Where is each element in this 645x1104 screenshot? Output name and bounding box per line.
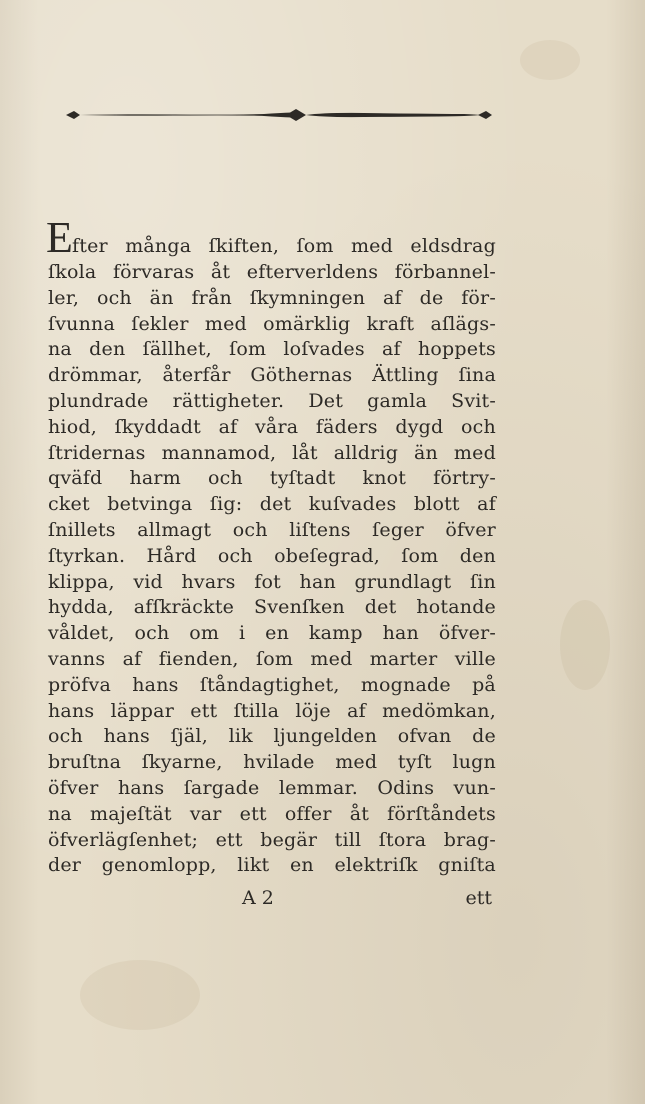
word: ett <box>239 802 267 825</box>
word: förbannel- <box>394 261 496 283</box>
word: tyſt <box>397 751 432 774</box>
word: återfår <box>162 364 231 387</box>
word: kraft <box>366 312 415 335</box>
word: ſtridernas <box>48 441 146 464</box>
text-line <box>48 699 496 725</box>
word: till <box>334 828 362 851</box>
word: ſtilla <box>233 699 280 722</box>
text-line <box>48 466 496 492</box>
word: Ättling <box>372 364 439 387</box>
word: våldet, <box>48 622 115 645</box>
text-line <box>46 213 496 262</box>
text-line <box>48 570 496 596</box>
word: de <box>419 286 444 309</box>
word: af <box>122 647 142 670</box>
word: och <box>217 544 253 567</box>
word: Odins <box>377 776 435 799</box>
word: vun- <box>453 776 496 799</box>
word: Göthernas <box>250 364 353 387</box>
word: hoppets <box>417 338 496 361</box>
word: ſkola <box>48 261 97 283</box>
word: ſig: <box>209 493 243 516</box>
word: hvars <box>181 570 236 593</box>
word: öfver <box>445 518 496 541</box>
word: öfverlägſenhet; <box>48 828 199 851</box>
paper-stain <box>560 600 610 690</box>
word: och <box>134 622 170 645</box>
text-line <box>48 286 496 312</box>
word: hans <box>48 699 95 722</box>
word: begär <box>260 828 318 851</box>
text-line <box>48 750 496 776</box>
word: betvinga <box>107 493 193 516</box>
text-line <box>48 415 496 441</box>
word: dygd <box>395 415 444 438</box>
word: medömkan, <box>382 699 496 722</box>
word: låt <box>292 441 318 464</box>
word: förtry- <box>433 467 496 490</box>
word: med <box>310 647 353 670</box>
word: hvilade <box>243 751 315 774</box>
text-line <box>48 724 496 750</box>
text-line <box>48 312 496 338</box>
word: af <box>381 338 401 361</box>
word: lemmar. <box>278 776 358 799</box>
word: med <box>204 312 247 335</box>
drop-cap: E <box>46 213 74 262</box>
word: ett <box>190 699 218 722</box>
word: ſkiften, <box>208 235 280 258</box>
text-lines <box>48 260 496 879</box>
word: af <box>383 286 402 309</box>
text-line <box>48 492 496 518</box>
word: tyſtadt <box>269 467 336 490</box>
word: aſlägs- <box>430 312 496 335</box>
text-line <box>48 363 496 389</box>
word: förvaras <box>112 261 195 283</box>
word: elektriſk <box>334 854 418 877</box>
word: afſkräckte <box>133 596 235 619</box>
word: fäders <box>315 415 378 438</box>
word: ſargade <box>183 776 260 799</box>
word: ljungelden <box>273 725 378 748</box>
word: ſom <box>401 544 439 567</box>
word: lik <box>228 725 253 748</box>
text-line <box>48 802 496 828</box>
word: många <box>125 235 192 258</box>
word: kamp <box>308 622 363 645</box>
word: vanns <box>48 647 106 670</box>
word: öfver- <box>438 622 496 645</box>
word: omärklig <box>263 312 351 335</box>
word: för- <box>461 286 496 309</box>
page-footer <box>48 887 496 913</box>
word: ſkyddadt <box>114 415 201 438</box>
word: ſjäl, <box>170 725 208 748</box>
word: ſkyarne, <box>141 751 223 774</box>
word: var <box>189 802 222 825</box>
word: vid <box>133 570 163 593</box>
word: ſom <box>229 338 267 361</box>
text-line <box>48 441 496 467</box>
word: ett <box>215 828 243 851</box>
word: ville <box>454 647 496 670</box>
word: läppar <box>110 699 174 722</box>
word: en <box>289 854 314 877</box>
word: brag- <box>443 828 496 851</box>
word: han <box>299 570 336 593</box>
word: de <box>472 725 496 748</box>
paper-stain <box>80 960 200 1030</box>
word: grundlagt <box>354 570 452 593</box>
word: löje <box>295 699 331 722</box>
word: pröfva <box>48 673 111 696</box>
word: ſtyrkan. <box>48 544 126 567</box>
word: och <box>48 725 83 748</box>
word: förſtåndets <box>387 802 496 825</box>
word: den <box>459 544 496 567</box>
word: qväfd <box>48 467 103 490</box>
word: efterverldens <box>246 261 379 283</box>
word: åt <box>349 802 370 825</box>
word: mognade <box>360 673 451 696</box>
word: ſällhet, <box>142 338 212 361</box>
word: af <box>347 699 366 722</box>
body-text <box>46 213 496 879</box>
word: från <box>191 286 232 309</box>
word: af <box>218 415 238 438</box>
word: knot <box>362 467 407 490</box>
word: harm <box>129 467 181 490</box>
word: likt <box>237 854 270 877</box>
word: och <box>96 286 132 309</box>
word: om <box>189 622 220 645</box>
word: han <box>382 622 419 645</box>
word: på <box>472 673 496 696</box>
word: hans <box>117 776 165 799</box>
word: eldsdrag <box>410 235 496 258</box>
paper-stain <box>520 40 580 80</box>
word: ſekler <box>131 312 189 335</box>
word: det <box>364 596 397 619</box>
text-line <box>48 621 496 647</box>
text-line <box>48 595 496 621</box>
signature-mark: A 2 <box>242 887 274 909</box>
word: hotande <box>416 596 496 619</box>
word: våra <box>255 415 299 438</box>
word: än <box>414 441 438 464</box>
word: obeſegrad, <box>274 544 380 567</box>
word: na <box>48 338 72 361</box>
word: loſvades <box>283 338 365 361</box>
word: ſina <box>458 364 496 387</box>
word: ſnillets <box>48 518 116 541</box>
word: Det <box>308 389 344 412</box>
word: mannamod, <box>161 441 277 464</box>
word: ofvan <box>397 725 452 748</box>
word: gniſta <box>438 854 496 877</box>
word: hydda, <box>48 596 114 619</box>
word: majeſtät <box>90 802 172 825</box>
word: af <box>477 493 496 516</box>
word: der <box>48 854 82 877</box>
word: hiod, <box>48 415 97 438</box>
word: ler, <box>48 286 80 309</box>
text-line <box>48 828 496 854</box>
text-line <box>48 544 496 570</box>
word: hans <box>103 725 150 748</box>
word: rättigheter. <box>172 389 285 412</box>
word: ſin <box>469 570 496 593</box>
word: klippa, <box>48 570 115 593</box>
word: och <box>461 415 496 438</box>
word: ſkymningen <box>249 286 366 309</box>
word: åt <box>210 261 231 283</box>
word: fot <box>254 570 281 593</box>
text-line <box>48 260 496 286</box>
word: ſvunna <box>48 312 116 335</box>
word: än <box>149 286 174 309</box>
word: offer <box>284 802 332 825</box>
word: plundrade <box>48 389 149 412</box>
text-line <box>48 337 496 363</box>
word: fter <box>72 235 108 258</box>
word: ſtora <box>378 828 427 851</box>
text-line <box>48 776 496 802</box>
word: kuſvades <box>308 493 397 516</box>
word: alldrig <box>333 441 399 464</box>
word: en <box>265 622 290 645</box>
word: ſom <box>296 235 334 258</box>
word: fienden, <box>158 647 239 670</box>
word: genomlopp, <box>101 854 217 877</box>
word: hans <box>132 673 179 696</box>
word: med <box>350 235 393 258</box>
decorative-rule <box>64 104 494 126</box>
text-line <box>48 673 496 699</box>
text-line <box>48 647 496 673</box>
word: ſeger <box>372 518 424 541</box>
word: i <box>238 622 246 645</box>
word: bruſtna <box>48 751 122 774</box>
word: öfver <box>48 776 99 799</box>
word: marter <box>369 647 438 670</box>
word: med <box>453 441 496 464</box>
text-line <box>48 389 496 415</box>
word: med <box>335 751 378 774</box>
catchword: ett <box>465 887 492 909</box>
word: ſtåndagtighet, <box>199 673 340 696</box>
text-line <box>48 853 496 879</box>
word: blott <box>413 493 460 516</box>
word: allmagt <box>137 518 212 541</box>
word: Svit- <box>451 389 496 412</box>
word: den <box>89 338 126 361</box>
word: och <box>232 518 268 541</box>
word: drömmar, <box>48 364 143 387</box>
word: na <box>48 802 72 825</box>
word: lugn <box>452 751 496 774</box>
word: Svenſken <box>254 596 345 619</box>
word: Hård <box>146 544 197 567</box>
word: ſom <box>255 647 294 670</box>
word: liſtens <box>289 518 351 541</box>
word: cket <box>48 493 90 516</box>
word: det <box>259 493 292 516</box>
word: gamla <box>367 389 428 412</box>
word: och <box>207 467 243 490</box>
text-line <box>48 518 496 544</box>
